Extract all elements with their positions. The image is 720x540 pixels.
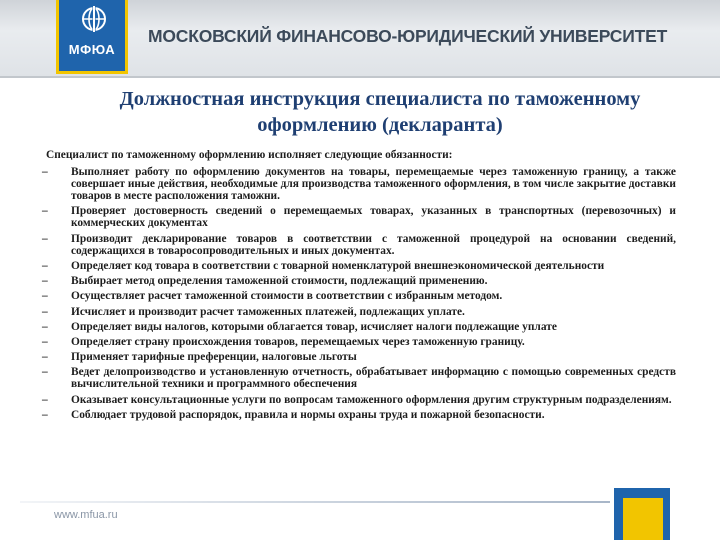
duty-item [42,321,676,333]
duty-item [42,290,676,302]
duty-text: Выбирает метод определения таможенной стоимости, подлежащий применению. [71,275,488,288]
bullet-dash: – [42,320,48,333]
duty-item [42,275,676,287]
duty-text: Ведет делопроизводство и установленную отчетность, обрабатывает информацию с помощью современных средств вычислительной техники и программного обеспечения [71,366,676,391]
duty-text: Соблюдает трудовой распорядок, правила и нормы охраны труда и пожарной безопасности. [71,408,545,421]
duty-item [42,166,676,202]
bullet-dash: – [42,275,48,288]
duties-list [42,166,676,424]
logo-text: МФЮА [68,42,116,57]
duty-text: Осуществляет расчет таможенной стоимости в соответствии с избранным методом. [71,290,503,303]
page-title: Должностная инструкция специалиста по таможенному оформлению (декларанта) [119,88,641,136]
bullet-dash: – [42,335,48,348]
bullet-dash: – [42,366,48,379]
bullet-dash: – [42,408,48,421]
bullet-dash: – [42,351,48,364]
duty-text: Оказывает консультационные услуги по вопросам таможенного оформления другим структурным подразделениям. [71,393,672,406]
bullet-dash: – [42,259,48,272]
duty-text: Определяет виды налогов, которыми облагается товар, исчисляет налоги подлежащие уплате [71,320,557,333]
duty-item [42,336,676,348]
intro-text: Специалист по таможенному оформлению исполняет следующие обязанности: [46,149,453,161]
university-name: МОСКОВСКИЙ ФИНАНСОВО-ЮРИДИЧЕСКИЙ УНИВЕРСИТЕТ [148,26,668,46]
duty-item [42,409,676,421]
duty-text: Применяет тарифные преференции, налоговые льготы [71,351,357,364]
duty-text: Определяет код товара в соответствии с товарной номенклатурой внешнеэкономической деятельности [71,259,605,272]
bullet-dash: – [42,232,48,245]
bullet-dash: – [42,166,48,178]
university-logo[interactable] [56,0,128,74]
duty-text: Выполняет работу по оформлению документов на товары, перемещаемые через таможенную границу, а также совершает иные действия, необходимые для производства таможенного оформления, в том числе закрытие доставки товаров в месте расположения таможни. [71,166,676,203]
bullet-dash: – [42,205,48,218]
duty-item [42,233,676,257]
duty-text: Определяет страну происхождения товаров, перемещаемых через таможенную границу. [71,335,525,348]
duty-text: Исчисляет и производит расчет таможенных платежей, подлежащих уплате. [71,305,465,318]
bullet-dash: – [42,290,48,303]
footer-divider [20,501,610,503]
corner-decoration-yellow [623,498,663,540]
duty-item [42,306,676,318]
duty-text: Проверяет достоверность сведений о перемещаемых товарах, указанных в транспортных (перевозочных) и коммерческих документах [71,205,676,230]
duty-item [42,205,676,229]
duty-item [42,351,676,363]
duty-item [42,260,676,272]
duty-text: Производит декларирование товаров в соответствии с таможенной процедурой на основании сведений, содержащихся в товаросопроводительных и иных документах. [71,232,676,257]
website-link[interactable]: www.mfua.ru [54,509,118,521]
duty-item [42,366,676,390]
bullet-dash: – [42,305,48,318]
university-emblem-icon [81,6,107,32]
duty-item [42,394,676,406]
bullet-dash: – [42,393,48,406]
